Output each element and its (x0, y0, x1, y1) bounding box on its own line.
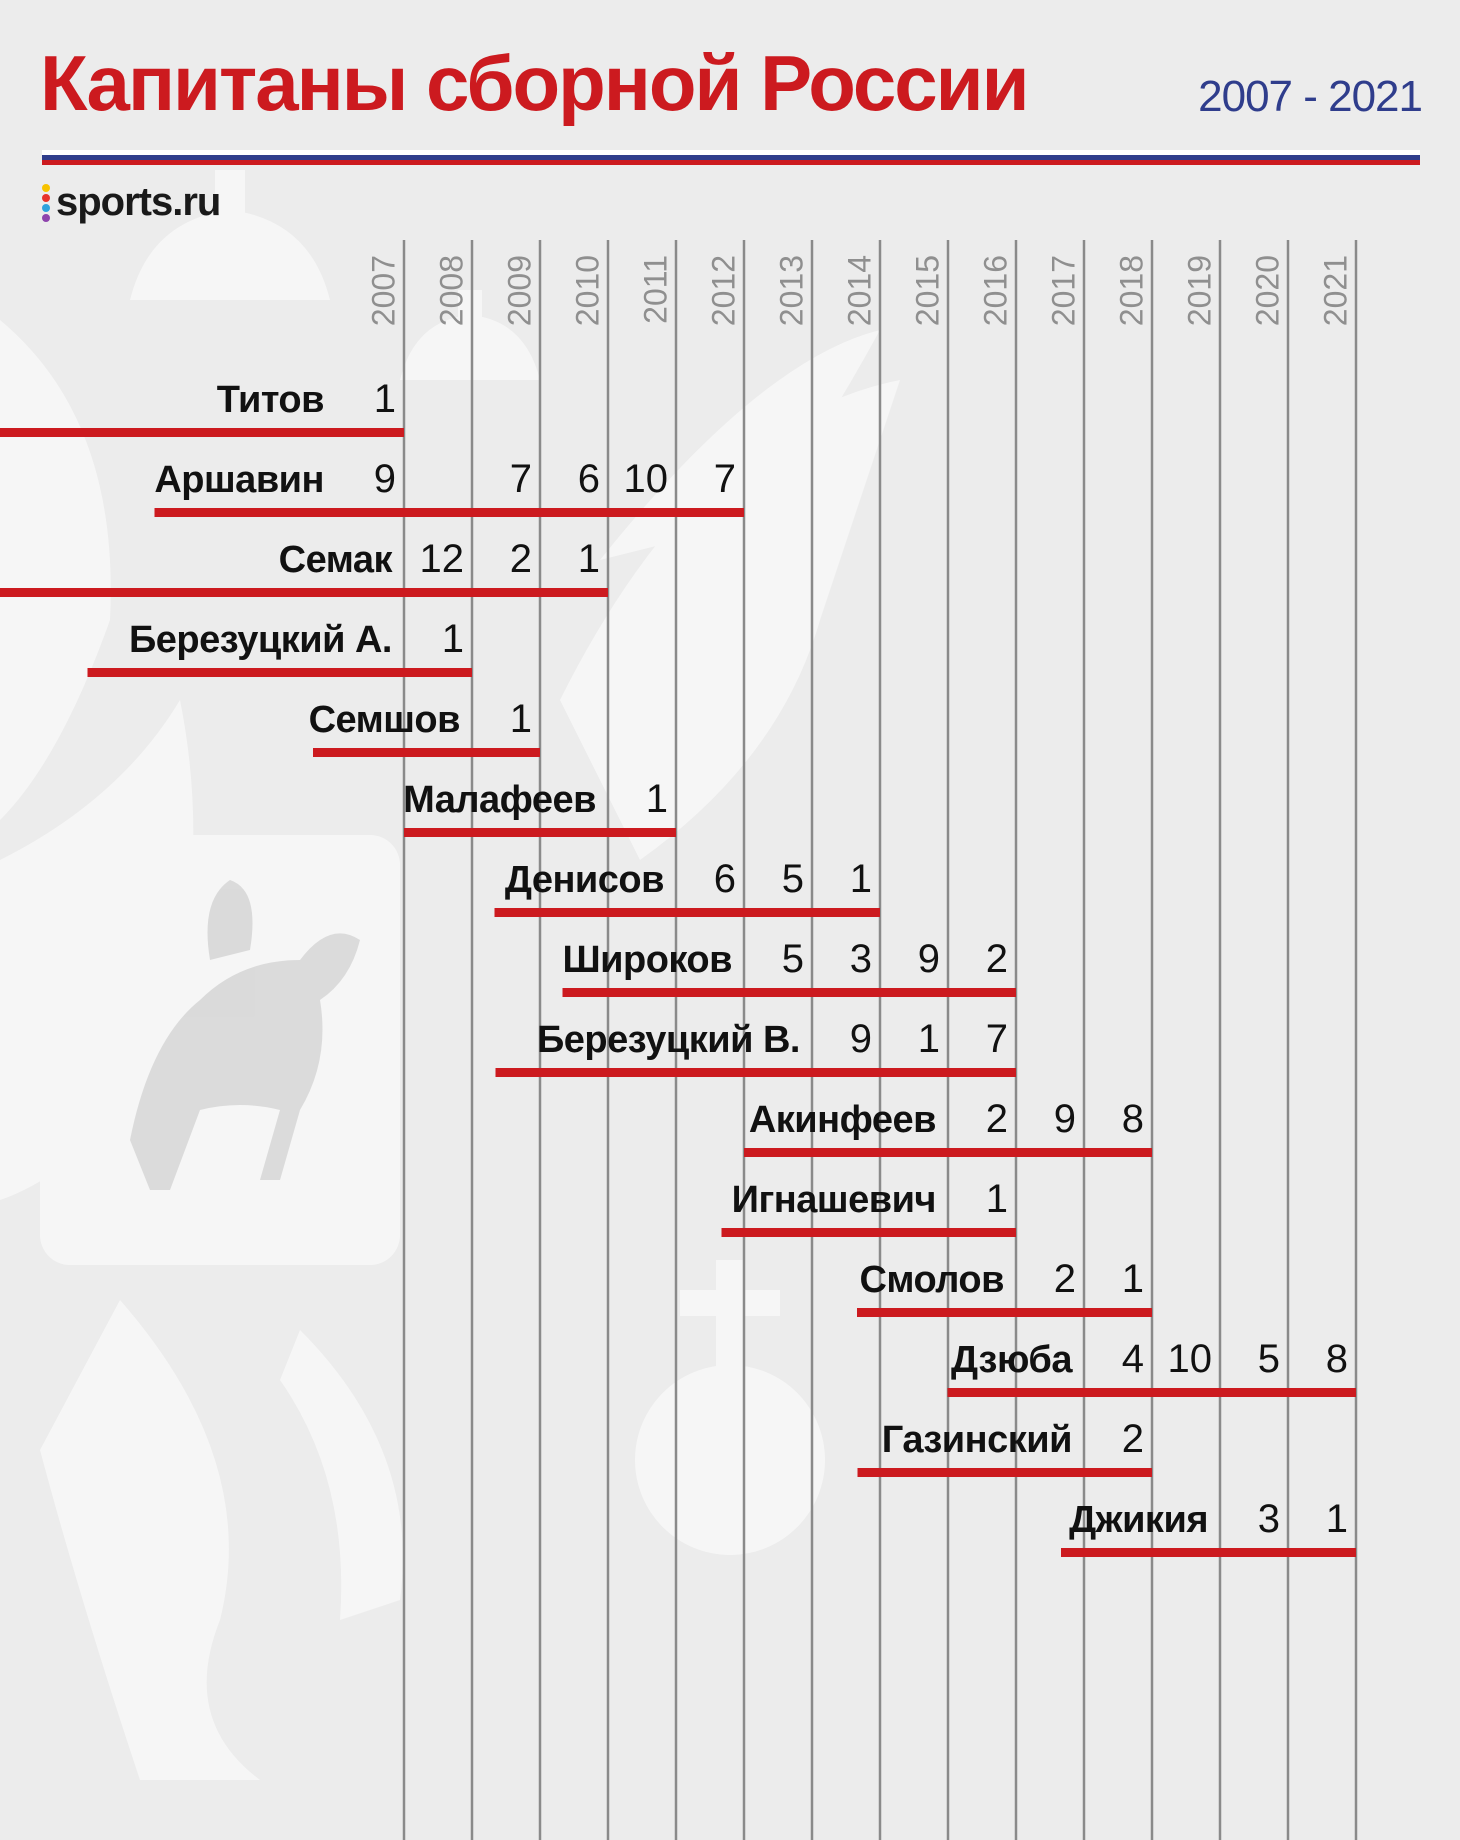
captain-period-bar (1061, 1548, 1356, 1557)
captaincy-count: 6 (577, 457, 600, 501)
captaincy-count: 6 (713, 857, 736, 901)
captaincy-count: 10 (623, 457, 668, 501)
captain-period-bar (495, 908, 881, 917)
player-name: Березуцкий А. (128, 619, 392, 661)
captaincy-count: 1 (1325, 1497, 1348, 1541)
captaincy-count: 3 (849, 937, 872, 981)
captain-period-bar (313, 748, 540, 757)
year-label: 2011 (637, 255, 674, 324)
year-label: 2015 (909, 255, 946, 327)
captaincy-count: 1 (373, 377, 396, 421)
captaincy-count: 1 (577, 537, 600, 581)
year-label: 2013 (773, 255, 810, 327)
captaincy-count: 1 (985, 1177, 1008, 1221)
captaincy-count: 10 (1167, 1337, 1212, 1381)
player-name: Широков (562, 939, 732, 981)
captaincy-count: 5 (781, 937, 804, 981)
captaincy-count: 2 (1053, 1257, 1076, 1301)
captaincy-count: 7 (713, 457, 736, 501)
captaincy-count: 9 (1053, 1097, 1076, 1141)
captaincy-count: 7 (985, 1017, 1008, 1061)
player-name: Аршавин (154, 459, 324, 501)
captaincy-count: 2 (509, 537, 532, 581)
captain-period-bar (0, 588, 608, 597)
year-label: 2019 (1181, 255, 1218, 327)
captaincy-count: 1 (441, 617, 464, 661)
captaincy-count: 9 (373, 457, 396, 501)
chart-title: Капитаны сборной России (40, 39, 1028, 127)
captaincy-count: 7 (509, 457, 532, 501)
year-label: 2008 (433, 255, 470, 327)
captain-period-bar (0, 428, 404, 437)
player-name: Семак (278, 539, 392, 581)
chart-period: 2007 - 2021 (1198, 72, 1422, 121)
player-name: Смолов (859, 1259, 1004, 1301)
year-label: 2010 (569, 255, 606, 327)
captaincy-count: 1 (917, 1017, 940, 1061)
year-label: 2014 (841, 255, 878, 327)
year-label: 2021 (1317, 255, 1354, 327)
year-label: 2018 (1113, 255, 1150, 327)
year-label: 2009 (501, 255, 538, 327)
captain-period-bar (496, 1068, 1017, 1077)
captain-period-bar (744, 1148, 1152, 1157)
year-label: 2016 (977, 255, 1014, 327)
captaincy-count: 2 (1121, 1417, 1144, 1461)
captaincy-count: 1 (1121, 1257, 1144, 1301)
captain-period-bar (155, 508, 745, 517)
captain-period-bar (88, 668, 473, 677)
player-name: Малафеев (403, 779, 596, 821)
year-label: 2007 (365, 255, 402, 327)
player-name: Березуцкий В. (536, 1019, 800, 1061)
captaincy-count: 1 (645, 777, 668, 821)
player-name: Акинфеев (748, 1099, 936, 1141)
year-label: 2020 (1249, 255, 1286, 327)
player-name: Газинский (881, 1419, 1072, 1461)
captaincy-count: 3 (1257, 1497, 1280, 1541)
captain-period-bar (404, 828, 676, 837)
player-name: Джикия (1069, 1499, 1208, 1541)
captaincy-count: 1 (849, 857, 872, 901)
captain-period-bar (857, 1308, 1152, 1317)
player-name: Денисов (504, 859, 664, 901)
captaincy-count: 9 (917, 937, 940, 981)
year-label: 2017 (1045, 255, 1082, 327)
captaincy-count: 8 (1325, 1337, 1348, 1381)
captaincy-count: 1 (509, 697, 532, 741)
captaincy-count: 9 (849, 1017, 872, 1061)
captain-period-bar (563, 988, 1017, 997)
player-name: Игнашевич (731, 1179, 936, 1221)
brand-name: sports.ru (56, 180, 221, 224)
player-name: Дзюба (951, 1339, 1072, 1381)
captaincy-count: 5 (1257, 1337, 1280, 1381)
player-name: Семшов (308, 699, 460, 741)
captaincy-count: 12 (419, 537, 464, 581)
captaincy-count: 2 (985, 1097, 1008, 1141)
captaincy-count: 8 (1121, 1097, 1144, 1141)
year-label: 2012 (705, 255, 742, 327)
captaincy-count: 2 (985, 937, 1008, 981)
player-name: Титов (216, 379, 324, 421)
captain-period-bar (858, 1468, 1153, 1477)
captaincy-count: 5 (781, 857, 804, 901)
captaincy-count: 4 (1121, 1337, 1144, 1381)
captain-period-bar (948, 1388, 1357, 1397)
captain-period-bar (722, 1228, 1017, 1237)
